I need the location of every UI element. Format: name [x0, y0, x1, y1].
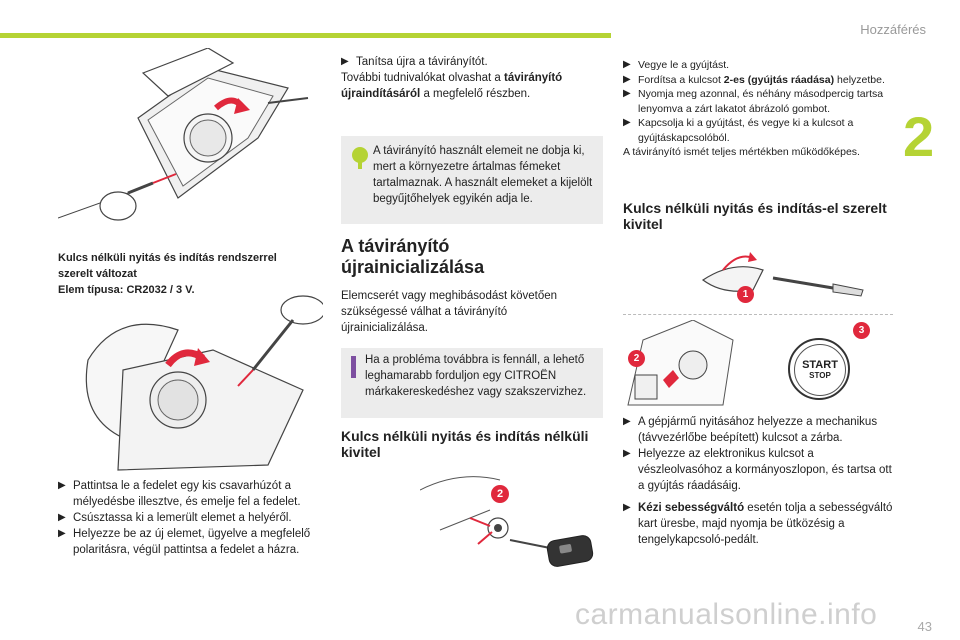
page-number: 43 [917, 619, 932, 634]
key-fob-illustration-open [58, 290, 323, 475]
list-item: ▶ Kapcsolja ki a gyújtást, és vegye ki a kulcsot a gyújtáskapcsolóból. [623, 117, 854, 144]
reinit-paragraph: Elemcserét vagy meghibásodást követően szükségessé válhat a távirányító újrainicializálása. [341, 290, 558, 334]
chapter-number: 2 [903, 105, 935, 168]
list-item: ▶ Helyezze be az új elemet, ügyelve a megfelelő polaritásra, végül pattintsa a fedelet a házra. [58, 528, 311, 556]
col1-bullets [58, 478, 320, 558]
arrow-bullet-icon: ▶ [623, 59, 631, 70]
callout-badge-1: 1 [737, 286, 754, 303]
ignition-illustration [420, 470, 605, 585]
arrow-bullet-icon: ▶ [623, 416, 631, 427]
list-item: ▶ Tanítsa újra a távirányítót. [341, 56, 488, 68]
arrow-bullet-icon: ▶ [623, 73, 631, 85]
list-item: ▶ Pattintsa le a fedelet egy kis csavarhúzót a mélyedésbe illesztve, és emelje fel a fedelet. [58, 480, 301, 508]
info-icon [351, 356, 356, 378]
info-note: Ha a probléma továbbra is fennáll, a lehető leghamarabb forduljon egy CITROËN márkakereskedéshez vagy szakszervizhez. [341, 348, 603, 418]
col3-steps [623, 58, 893, 160]
arrow-bullet-icon: ▶ [341, 56, 349, 67]
list-item: ▶ Nyomja meg azonnal, és néhány másodpercig tartsa lenyomva a zárt lakatot ábrázoló gombot. [623, 88, 884, 115]
heading-keyless: Kulcs nélküli nyitás és indítás-el szerelt kivitel [623, 200, 887, 232]
key-fob-illustration-top [58, 48, 310, 238]
list-item: ▶ Csúsztassa ki a lemerült elemet a helyéről. [58, 512, 292, 524]
start-stop-button: START STOP [788, 338, 850, 400]
arrow-bullet-icon: ▶ [58, 480, 66, 491]
accent-bar [0, 33, 611, 38]
eco-note: A távirányító használt elemeit ne dobja ki, mert a környezetre ártalmas fémeket tartalmaznak. A használt elemeket a kijelölt begyűjtőhelyek egyikén adja le. [341, 136, 603, 224]
section-title: Hozzáférés [860, 22, 926, 37]
dashboard-illustration [623, 320, 773, 410]
tree-icon [349, 146, 371, 170]
arrow-bullet-icon: ▶ [623, 502, 631, 513]
col2-intro [341, 54, 603, 102]
keyless-figure [623, 250, 893, 410]
arrow-bullet-icon: ▶ [623, 448, 631, 459]
heading-reinit: A távirányító újrainicializálása [341, 236, 485, 277]
figure-separator [623, 314, 893, 315]
arrow-bullet-icon: ▶ [58, 528, 66, 539]
list-item: ▶ Kézi sebességváltó esetén tolja a sebességváltó kart üresbe, majd nyomja be ütközésig a tengelykapcsoló-pedált. [623, 502, 893, 546]
col3-keyless-steps [623, 414, 893, 548]
callout-badge-2: 2 [491, 485, 509, 503]
door-handle-illustration [693, 250, 883, 310]
heading-no-keyless: Kulcs nélküli nyitás és indítás nélküli kivitel [341, 428, 589, 460]
callout-badge-3: 3 [853, 322, 870, 339]
callout-badge-2b: 2 [628, 350, 645, 367]
list-item: ▶ Helyezze az elektronikus kulcsot a vészleolvasóhoz a kormányoszlopon, és tartsa ott a gyújtás ráadásáig. [623, 448, 892, 492]
list-item: ▶ Fordítsa a kulcsot 2-es (gyújtás ráadása) helyzetbe. [623, 73, 885, 86]
watermark: carmanualsonline.info [575, 598, 878, 631]
list-item: ▶ Vegye le a gyújtást. [623, 59, 730, 71]
list-item: ▶ A gépjármű nyitásához helyezze a mechanikus (távvezérlőbe beépített) kulcsot a zárba. [623, 416, 878, 444]
battery-caption: Kulcs nélküli nyitás és indítás rendszerrel szerelt változat Elem típusa: CR2032 / 3 V. [58, 252, 277, 296]
restored-text: A távirányító ismét teljes mértékben működőképes. [623, 146, 860, 158]
arrow-bullet-icon: ▶ [623, 117, 631, 128]
more-info-text: További tudnivalókat olvashat a távirányító újraindításáról a megfelelő részben. [341, 72, 563, 100]
arrow-bullet-icon: ▶ [58, 512, 66, 523]
arrow-bullet-icon: ▶ [623, 88, 631, 99]
